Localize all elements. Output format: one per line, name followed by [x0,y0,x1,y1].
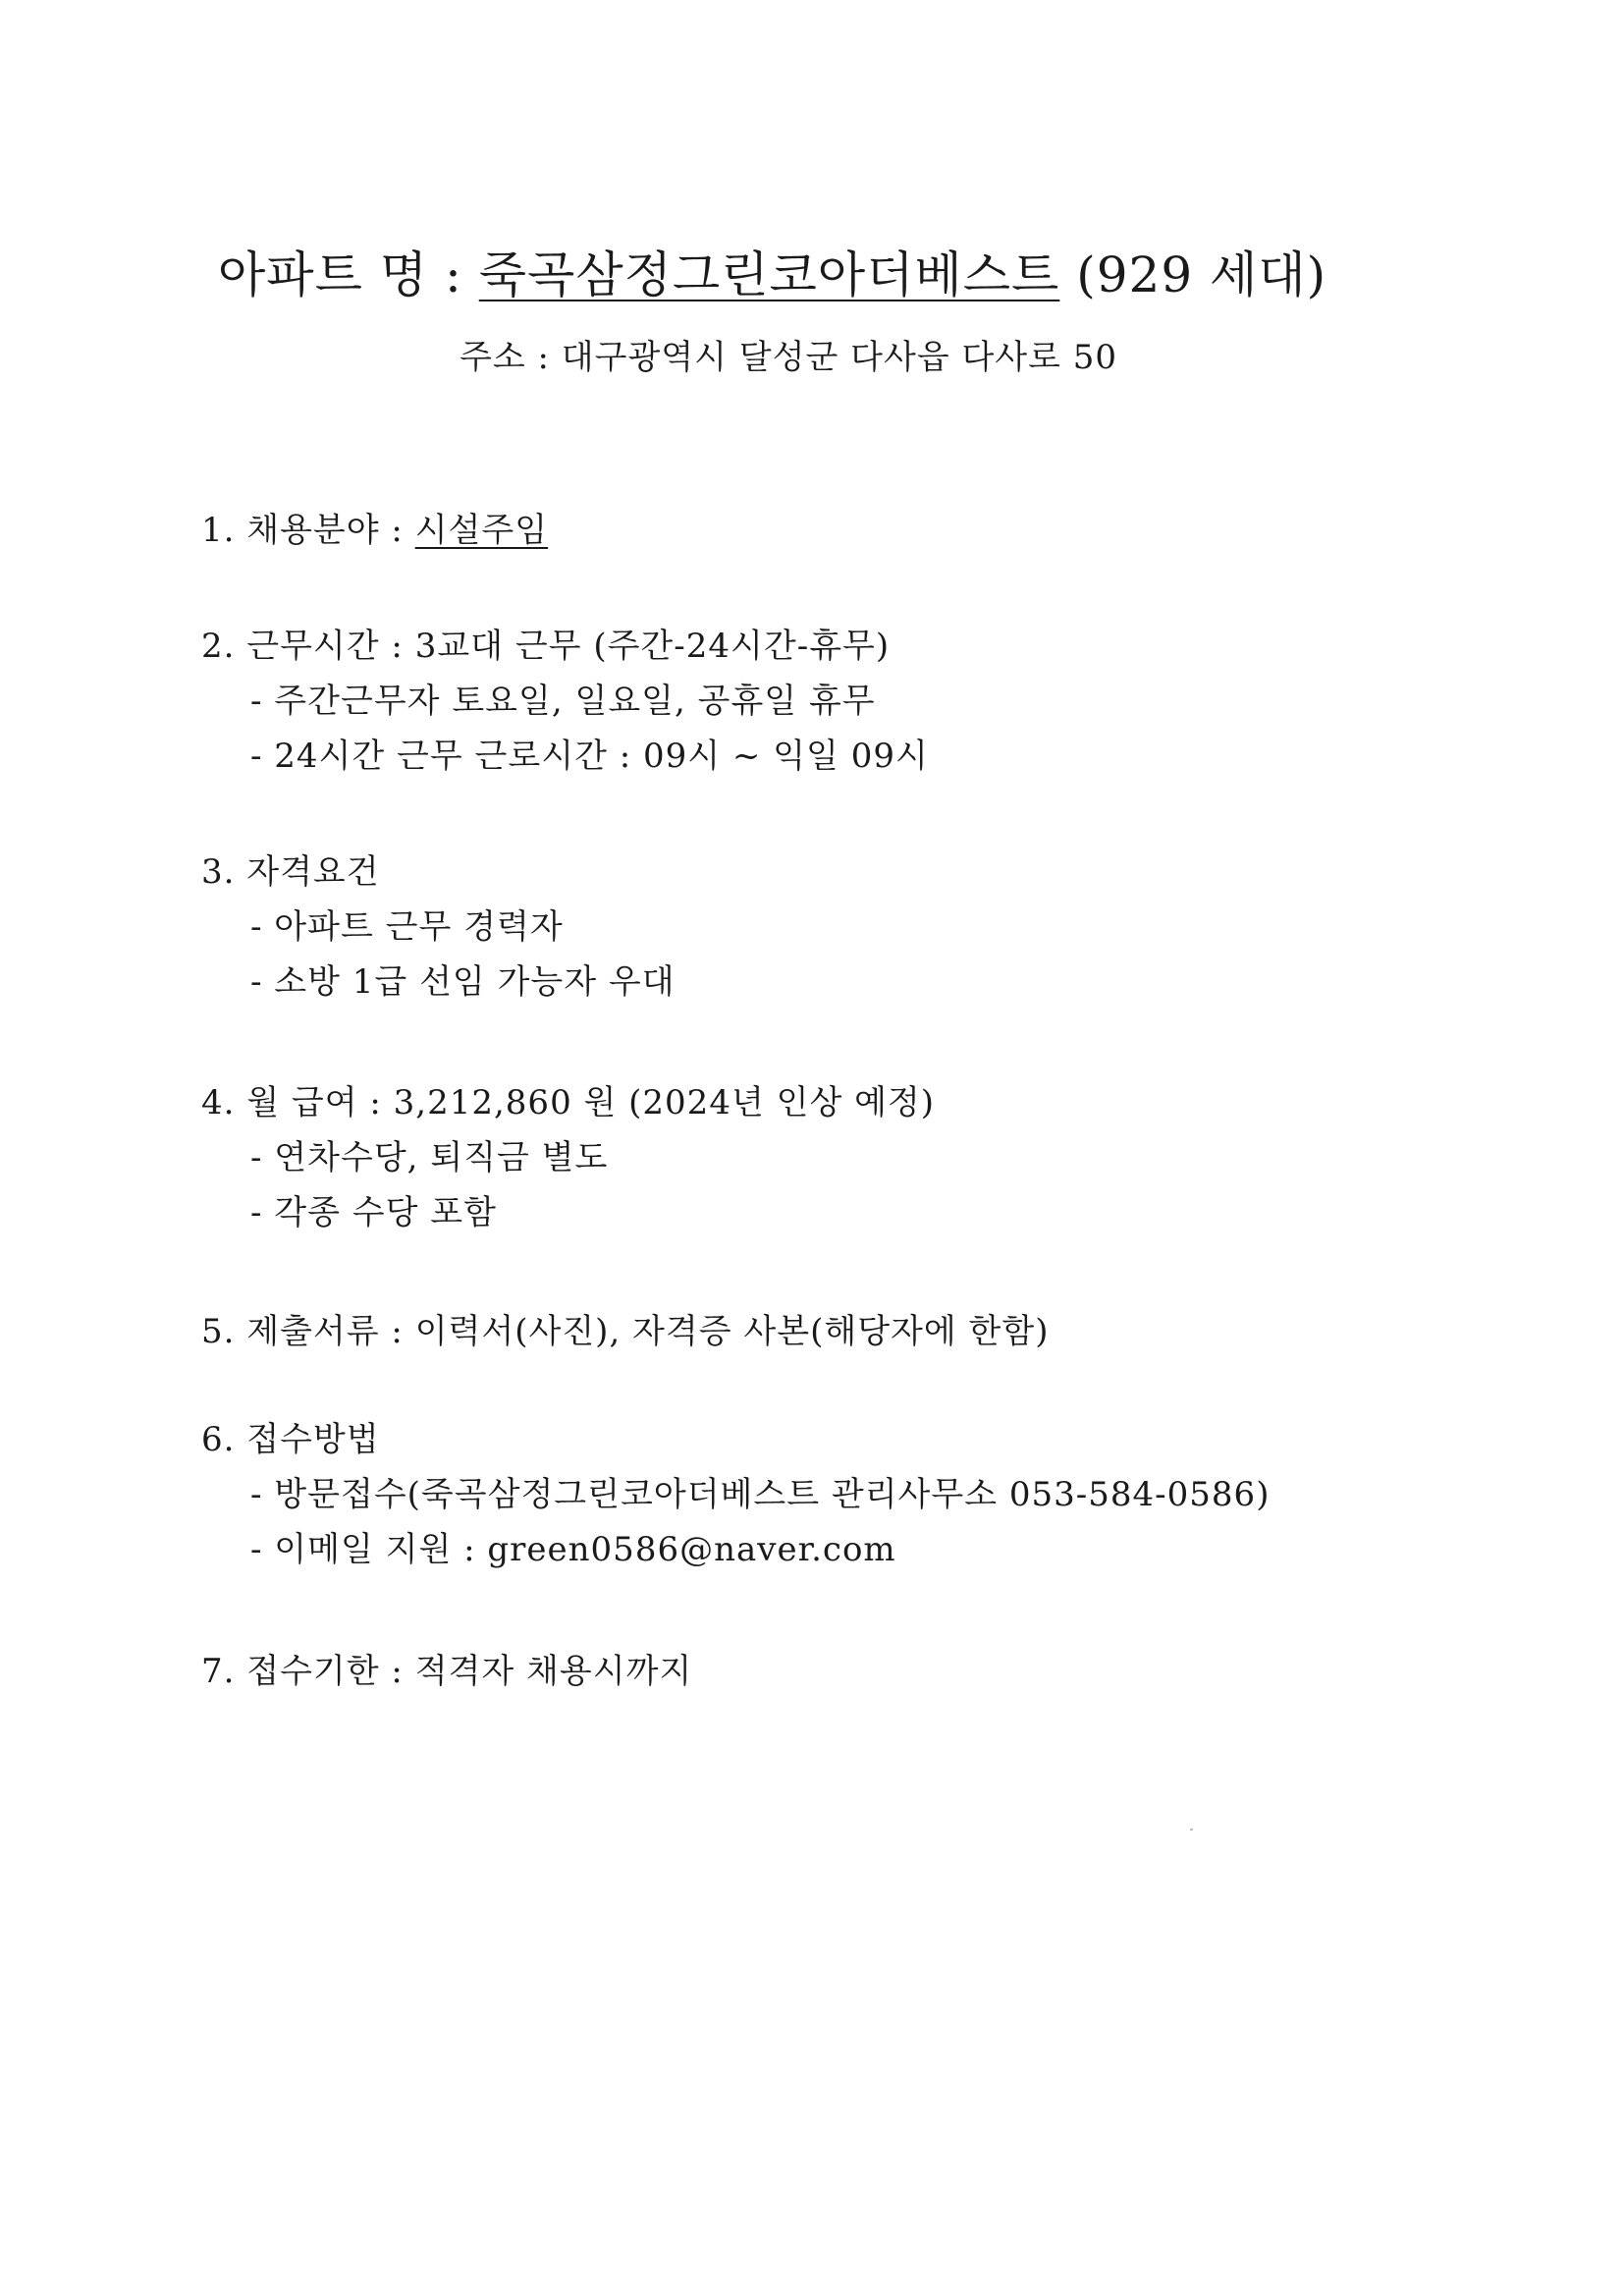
list-item: - 24시간 근무 근로시간 : 09시 ~ 익일 09시 [250,737,929,776]
section-heading: 3. 자격요건 [201,852,380,892]
title-suffix: (929 세대) [1059,246,1327,303]
section-recruitment-field [201,503,548,558]
scan-speck [1190,1829,1193,1831]
address-line: 주소 : 대구광역시 달성군 다사읍 다사로 50 [460,338,1118,377]
list-item: - 주간근무자 토요일, 일요일, 공휴일 휴무 [250,682,876,721]
section-heading: 5. 제출서류 : 이력서(사진), 자격증 사본(해당자에 한함) [201,1312,1050,1351]
apartment-name: 죽곡삼정그린코아더베스트 [478,246,1060,303]
title-prefix: 아파트 명 : [218,246,479,303]
section-work-hours [201,619,929,784]
list-item: - 아파트 근무 경력자 [250,907,564,947]
field-value: 시설주임 [414,511,549,550]
section-heading: 6. 접수방법 [201,1420,380,1459]
section-documents [201,1304,1050,1359]
section-monthly-salary [201,1075,935,1240]
section-heading: 4. 월 급여 : 3,212,860 원 (2024년 인상 예정) [201,1083,936,1122]
section-heading: 1. 채용분야 : 시설주임 [201,511,549,550]
document-title [218,246,1326,304]
section-qualifications [201,845,676,1010]
section-heading: 7. 접수기한 : 적격자 채용시까지 [201,1652,693,1691]
list-item: - 각종 수당 포함 [250,1193,497,1232]
list-item: - 연차수당, 퇴직금 별도 [250,1138,609,1177]
section-heading: 2. 근무시간 : 3교대 근무 (주간-24시간-휴무) [201,627,891,666]
list-item: - 이메일 지원 : green0586@naver.com [250,1530,896,1569]
section-deadline [201,1644,692,1699]
list-item: - 소방 1급 선임 가능자 우대 [250,962,676,1002]
section-application-method [201,1412,1270,1577]
list-item: - 방문접수(죽곡삼정그린코아더베스트 관리사무소 053-584-0586) [250,1475,1271,1514]
